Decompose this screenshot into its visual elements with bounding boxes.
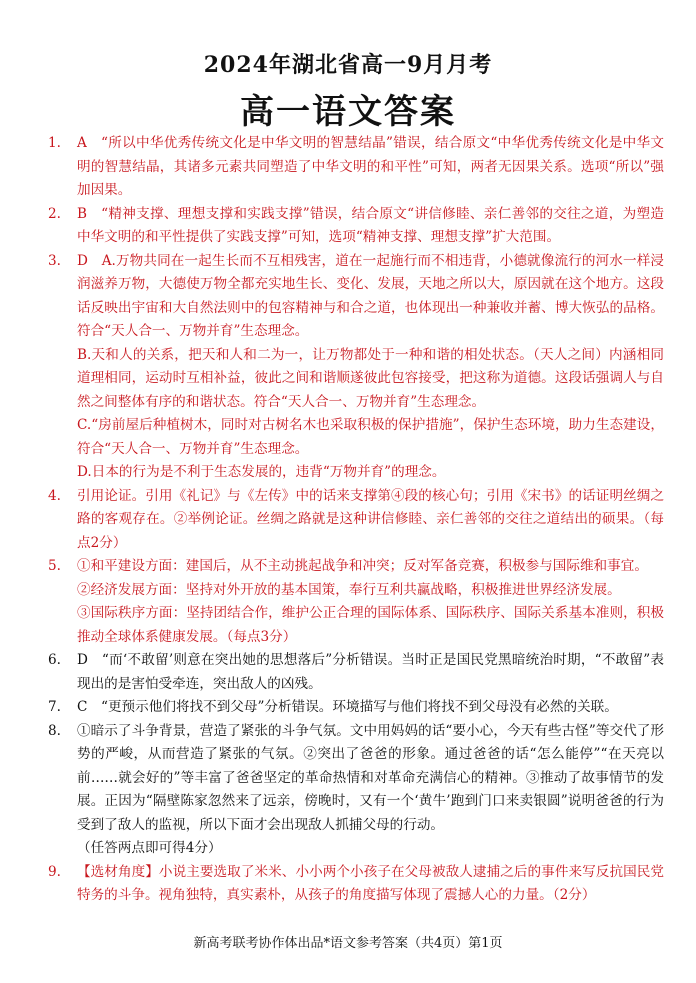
- page-title: 高一语文答案: [240, 92, 456, 132]
- answer-number: 2.: [48, 205, 61, 222]
- answer-text: C.“房前屋后种植树木，同时对古树名木也采取积极的保护措施”，保护生态环境，助力生态建设，符合“天人合一、万物并育”生态理念。: [77, 417, 664, 457]
- answer-text: D.日本的行为是不利于生态发展的，违背“万物并育”的理念。: [77, 464, 446, 480]
- answer-text: D A.万物共同在一起生长而不互相残害，道在一起施行而不相违背，小德就像流行的河水一样浸润滋养万物，大德使万物全都充实地生长、变化、发展，天地之所以大，原因就在这个地方。这段话反映出宇宙和大自然法则中的包容精神与和合之道，也体现出一种兼收并蓄、博大恢弘的品格。符合“天人合一、万物并育”生态理念。: [77, 252, 664, 339]
- answer-list: [44, 132, 664, 908]
- answer-number: 3.: [48, 252, 61, 269]
- answer-item: [44, 555, 664, 649]
- answer-item: [44, 485, 664, 556]
- exam-title: 2024年湖北省高一9月月考: [203, 52, 493, 78]
- answer-item: [44, 250, 664, 485]
- answer-number: 8.: [48, 722, 61, 739]
- answer-number: 5.: [48, 558, 61, 574]
- answer-item: [44, 132, 664, 203]
- answer-text: ①暗示了斗争背景，营造了紧张的斗争气氛。文中用妈妈的话“要小心，今天有些古怪”等交代了形势的严峻，从而营造了紧张的气氛。②突出了爸爸的形象。通过爸爸的话“怎么能停”“在天亮以前……就会好的”等丰富了爸爸坚定的革命热情和对革命充满信心的精神。③推动了故事情节的发展。正因为“隔壁陈家忽然来了远亲，傍晚时，又有一个‘黄牛’跑到门口来卖银圆”说明爸爸的行为受到了敌人的监视，所以下面才会出现敌人抓捕父母的行动。: [77, 722, 664, 833]
- answer-item: [44, 861, 664, 908]
- answer-text: （任答两点即可得4分）: [77, 840, 222, 856]
- answer-text: A “所以中华优秀传统文化是中华文明的智慧结晶”错误，结合原文“中华优秀传统文化是中华文明的智慧结晶，其诸多元素共同塑造了中华文明的和平性”可知，两者无因果关系。选项“所以”强加因果。: [77, 135, 664, 198]
- answer-number: 1.: [48, 135, 61, 151]
- answer-text: B.天和人的关系，把天和人和二为一，让万物都处于一种和谐的相处状态。（天人之间）内涵相同道理相同，运动时互相补益，彼此之间和谐顺遂彼此包容接受，把这称为道德。这段话强调人与自然之间整体有序的和谐状态。符合“天人合一、万物并育”生态理念。: [77, 346, 664, 410]
- answer-text: ①和平建设方面：建国后，从不主动挑起战争和冲突；反对军备竞赛，积极参与国际维和事宜。: [77, 558, 648, 574]
- answer-text: 【选材角度】小说主要选取了米米、小小两个小孩子在父母被敌人逮捕之后的事件来写反抗国民党特务的斗争。视角独特，真实素朴，从孩子的角度描写体现了震撼人心的力量。（2分）: [77, 863, 664, 903]
- answer-item: [44, 649, 664, 696]
- page-footer: 新高考联考协作体出品*语文参考答案（共4页）第1页: [193, 936, 503, 951]
- answer-text: ③国际秩序方面：坚持团结合作，维护公正合理的国际体系、国际秩序、国际关系基本准则，积极推动全球体系健康发展。（每点3分）: [77, 605, 664, 645]
- answer-number: 4.: [48, 487, 61, 504]
- answer-number: 7.: [48, 699, 61, 715]
- answer-item: [44, 720, 664, 861]
- answer-number: 6.: [48, 652, 61, 668]
- answer-text: ②经济发展方面：坚持对外开放的基本国策，奉行互利共赢战略，积极推进世界经济发展。: [77, 581, 621, 598]
- answer-item: [44, 696, 664, 720]
- answer-number: 9.: [48, 863, 61, 880]
- answer-text: B “精神支撑、理想支撑和实践支撑”错误，结合原文“讲信修睦、亲仁善邻的交往之道，为塑造中华文明的和平性提供了实践支撑”可知，选项“精神支撑、理想支撑”扩大范围。: [77, 205, 664, 245]
- answer-text: D “而‘不敢留’则意在突出她的思想落后”分析错误。当时正是国民党黑暗统治时期，“不敢留”表现出的是害怕受牵连，突出敌人的凶残。: [77, 652, 664, 692]
- answer-item: [44, 203, 664, 250]
- answer-text: C “更预示他们将找不到父母”分析错误。环境描写与他们将找不到父母没有必然的关联。: [77, 699, 618, 715]
- answer-text: 引用论证。引用《礼记》与《左传》中的话来支撑第④段的核心句；引用《宋书》的话证明丝绸之路的客观存在。②举例论证。丝绸之路就是这种讲信修睦、亲仁善邻的交往之道结出的硕果。（每点2分）: [77, 487, 664, 551]
